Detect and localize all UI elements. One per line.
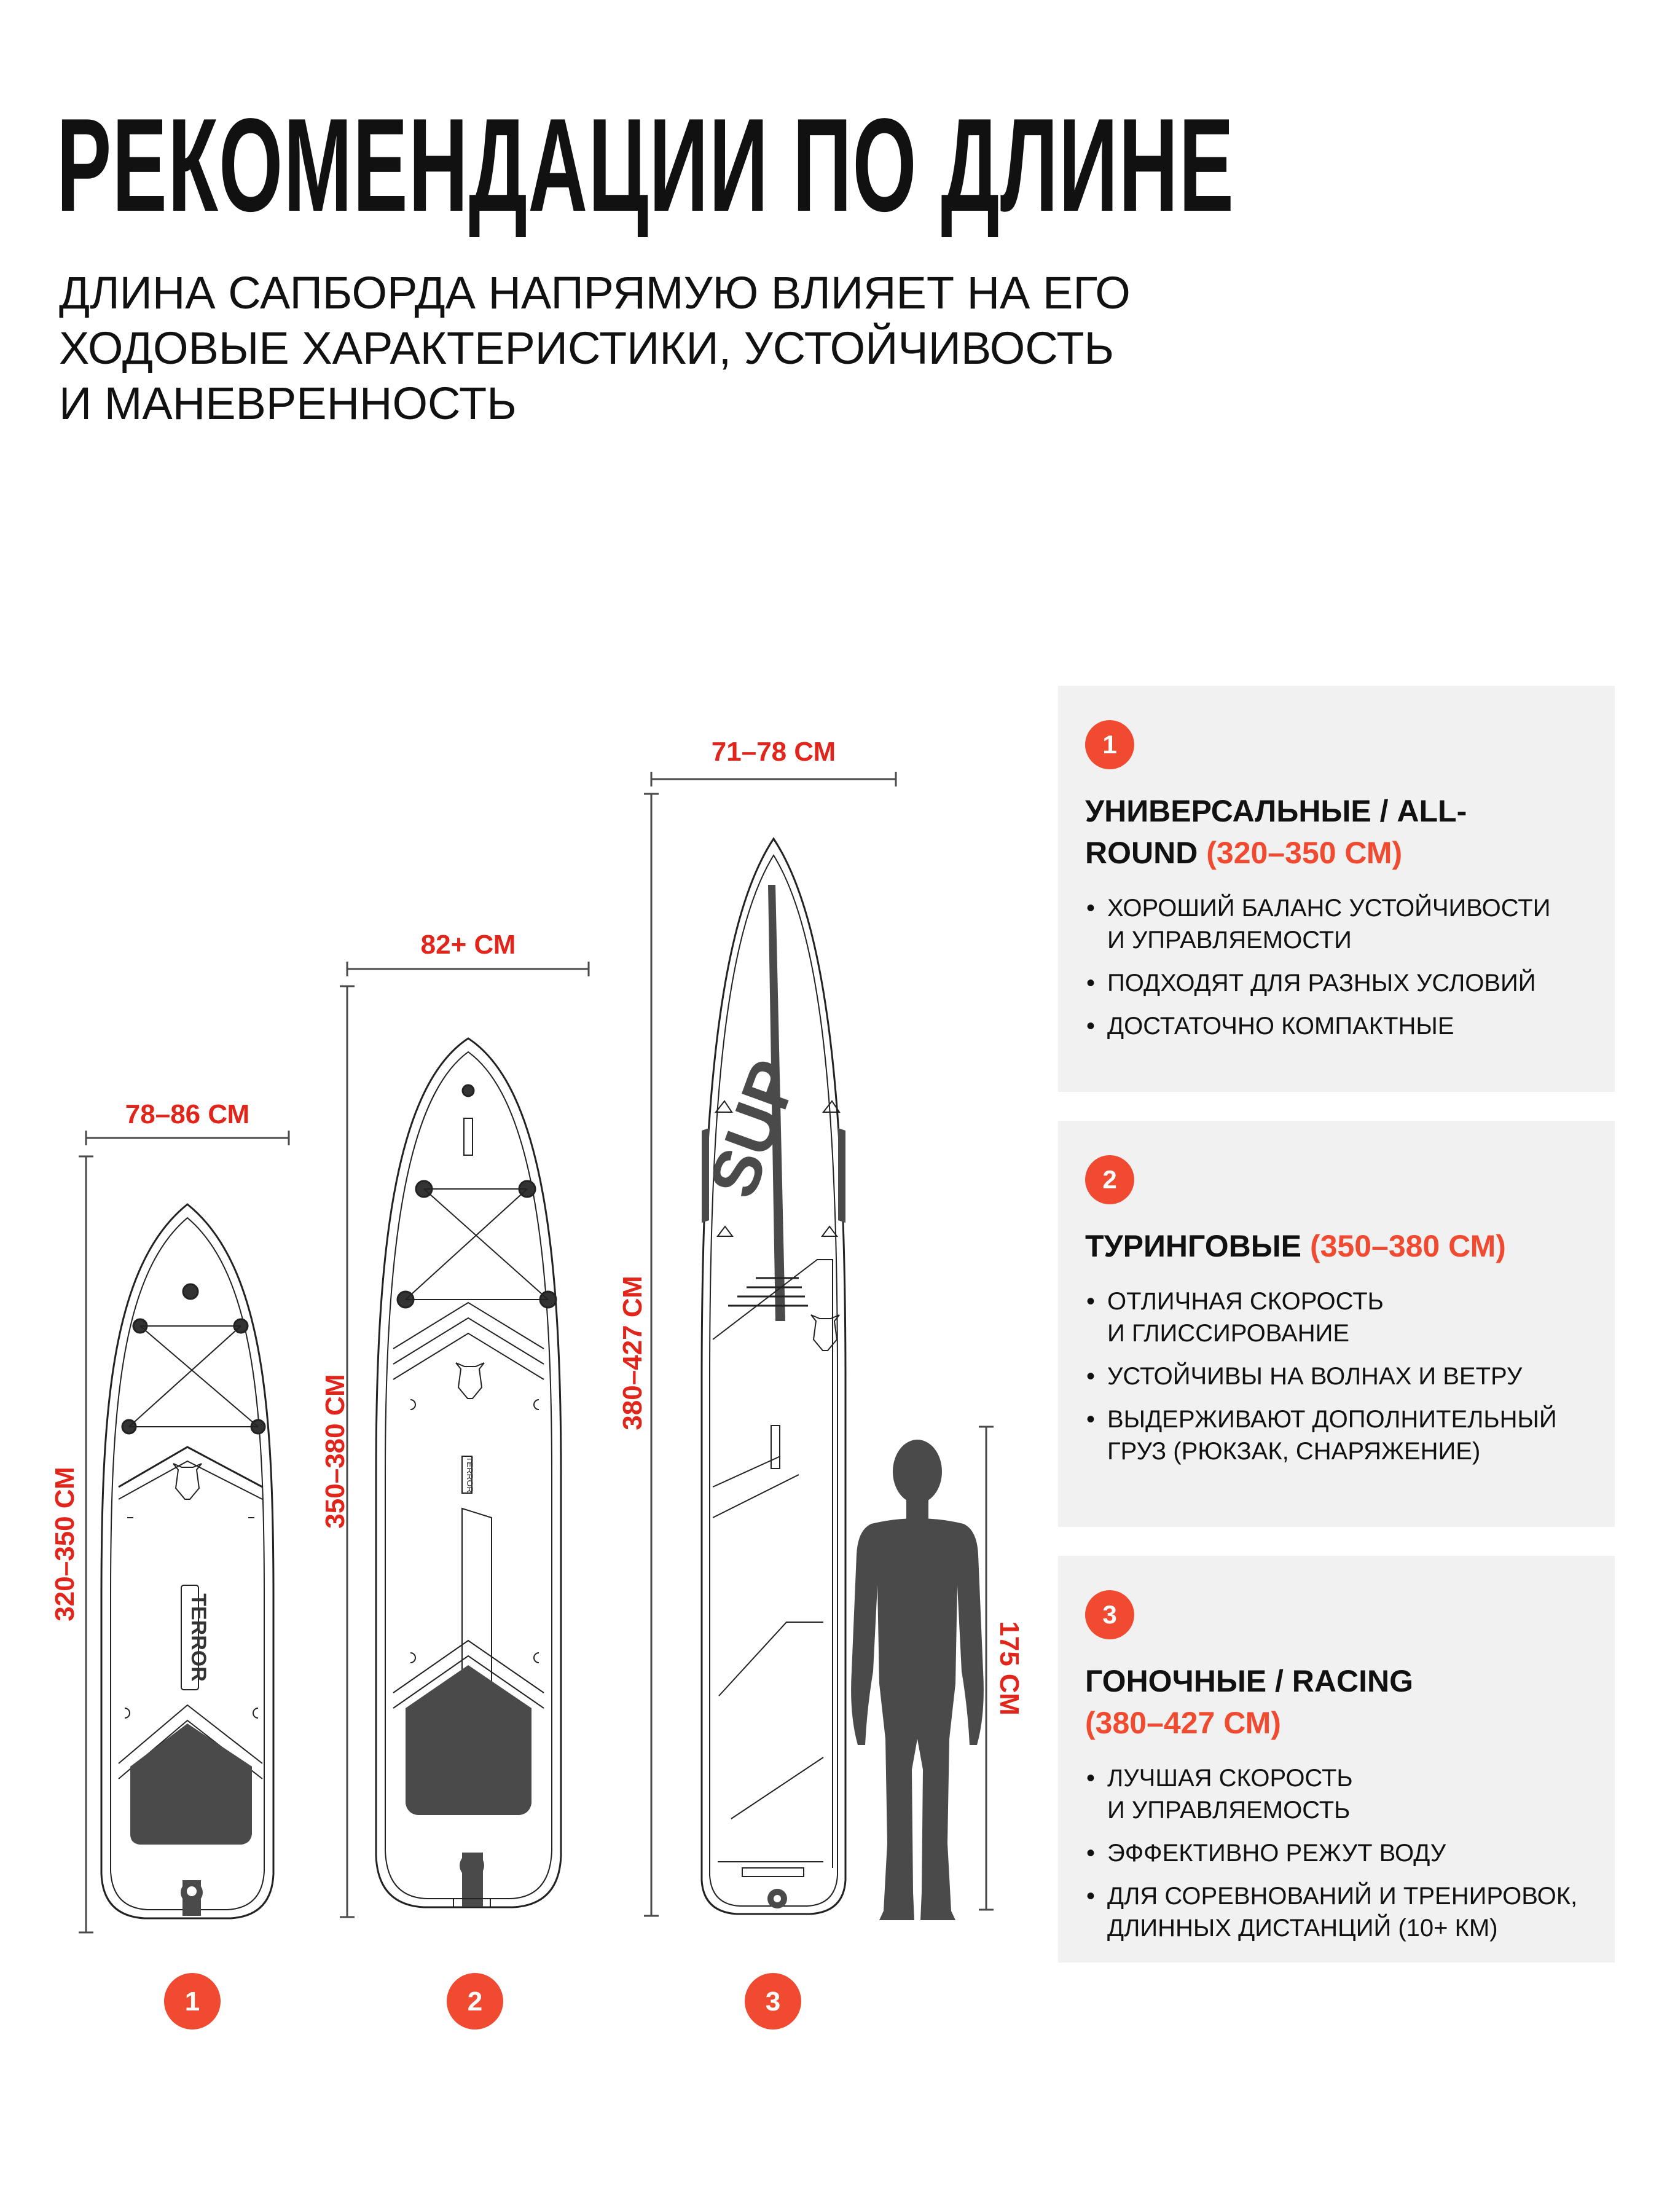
subtitle-line: ДЛИНА САПБОРДА НАПРЯМУЮ ВЛИЯЕТ НА ЕГО: [59, 267, 1131, 318]
subtitle-line: И МАНЕВРЕННОСТЬ: [59, 378, 517, 429]
card-bullet-list: [1085, 892, 1588, 1042]
board-3-number: 3: [765, 1986, 781, 2017]
card-bullet-list: [1085, 1762, 1588, 1944]
card-heading: [1085, 1225, 1588, 1267]
list-item: • ХОРОШИЙ БАЛАНС УСТОЙЧИВОСТИ И УПРАВЛЯЕМОСТИ: [1085, 892, 1588, 956]
card-all-round: [1058, 686, 1615, 1092]
all-round-board-icon: [101, 1204, 273, 1918]
board-2-brand: TERROR: [465, 1456, 475, 1493]
page-title: РЕКОМЕНДАЦИИ ПО ДЛИНЕ: [57, 90, 1235, 239]
list-item: • ДЛЯ СОРЕВНОВАНИЙ И ТРЕНИРОВОК, ДЛИННЫХ ДИСТАНЦИЙ (10+ КМ): [1085, 1880, 1588, 1944]
card-number-badge: 2: [1085, 1155, 1134, 1204]
touring-board-icon: [376, 1038, 561, 1908]
list-item: • УСТОЙЧИВЫ НА ВОЛНАХ И ВЕТРУ: [1085, 1360, 1588, 1392]
list-item: • ВЫДЕРЖИВАЮТ ДОПОЛНИТЕЛЬНЫЙ ГРУЗ (РЮКЗАК, СНАРЯЖЕНИЕ): [1085, 1403, 1588, 1467]
person-height-label: 175 СМ: [994, 1621, 1024, 1716]
board-1-number: 1: [184, 1986, 200, 2017]
board-1-length-label: 320–350 СМ: [50, 1467, 80, 1622]
card-racing: [1058, 1556, 1615, 1963]
human-silhouette-icon: [851, 1440, 984, 1920]
list-item: • ДОСТАТОЧНО КОМПАКТНЫЕ: [1085, 1010, 1588, 1042]
card-number-badge: 1: [1085, 720, 1134, 769]
card-range: (320–350 СМ): [1206, 836, 1403, 870]
board-1-brand: TERROR: [187, 1593, 210, 1682]
card-heading-line: ROUND: [1085, 836, 1198, 870]
board-number-markers: [164, 1973, 801, 2030]
subtitle-line: ХОДОВЫЕ ХАРАКТЕРИСТИКИ, УСТОЙЧИВОСТЬ: [59, 323, 1115, 374]
board-1-width-label: 78–86 СМ: [125, 1099, 250, 1129]
board-3-brand: SUP: [694, 1050, 814, 1207]
board-3-width-label: 71–78 СМ: [711, 737, 836, 767]
card-range: (350–380 СМ): [1309, 1229, 1506, 1263]
card-range: (380–427 СМ): [1085, 1706, 1281, 1740]
card-heading-line: УНИВЕРСАЛЬНЫЕ / ALL-: [1085, 794, 1467, 828]
card-heading: [1085, 790, 1588, 874]
card-touring: [1058, 1121, 1615, 1527]
list-item: • ЭФФЕКТИВНО РЕЖУТ ВОДУ: [1085, 1837, 1588, 1869]
card-bullet-list: [1085, 1285, 1588, 1467]
board-2-length-label: 350–380 СМ: [320, 1374, 350, 1529]
card-heading: [1085, 1660, 1588, 1744]
racing-board-icon: [694, 839, 845, 1914]
list-item: • ПОДХОДЯТ ДЛЯ РАЗНЫХ УСЛОВИЙ: [1085, 967, 1588, 999]
list-item: • ОТЛИЧНАЯ СКОРОСТЬ И ГЛИССИРОВАНИЕ: [1085, 1285, 1588, 1349]
board-3-length-label: 380–427 СМ: [618, 1276, 648, 1430]
board-2-number: 2: [467, 1986, 483, 2017]
list-item: • ЛУЧШАЯ СКОРОСТЬ И УПРАВЛЯЕМОСТЬ: [1085, 1762, 1588, 1826]
card-number-badge: 3: [1085, 1590, 1134, 1639]
board-2-width-label: 82+ СМ: [420, 930, 516, 960]
card-heading-line: ГОНОЧНЫЕ / RACING: [1085, 1664, 1414, 1698]
card-heading-line: ТУРИНГОВЫЕ: [1085, 1229, 1302, 1263]
